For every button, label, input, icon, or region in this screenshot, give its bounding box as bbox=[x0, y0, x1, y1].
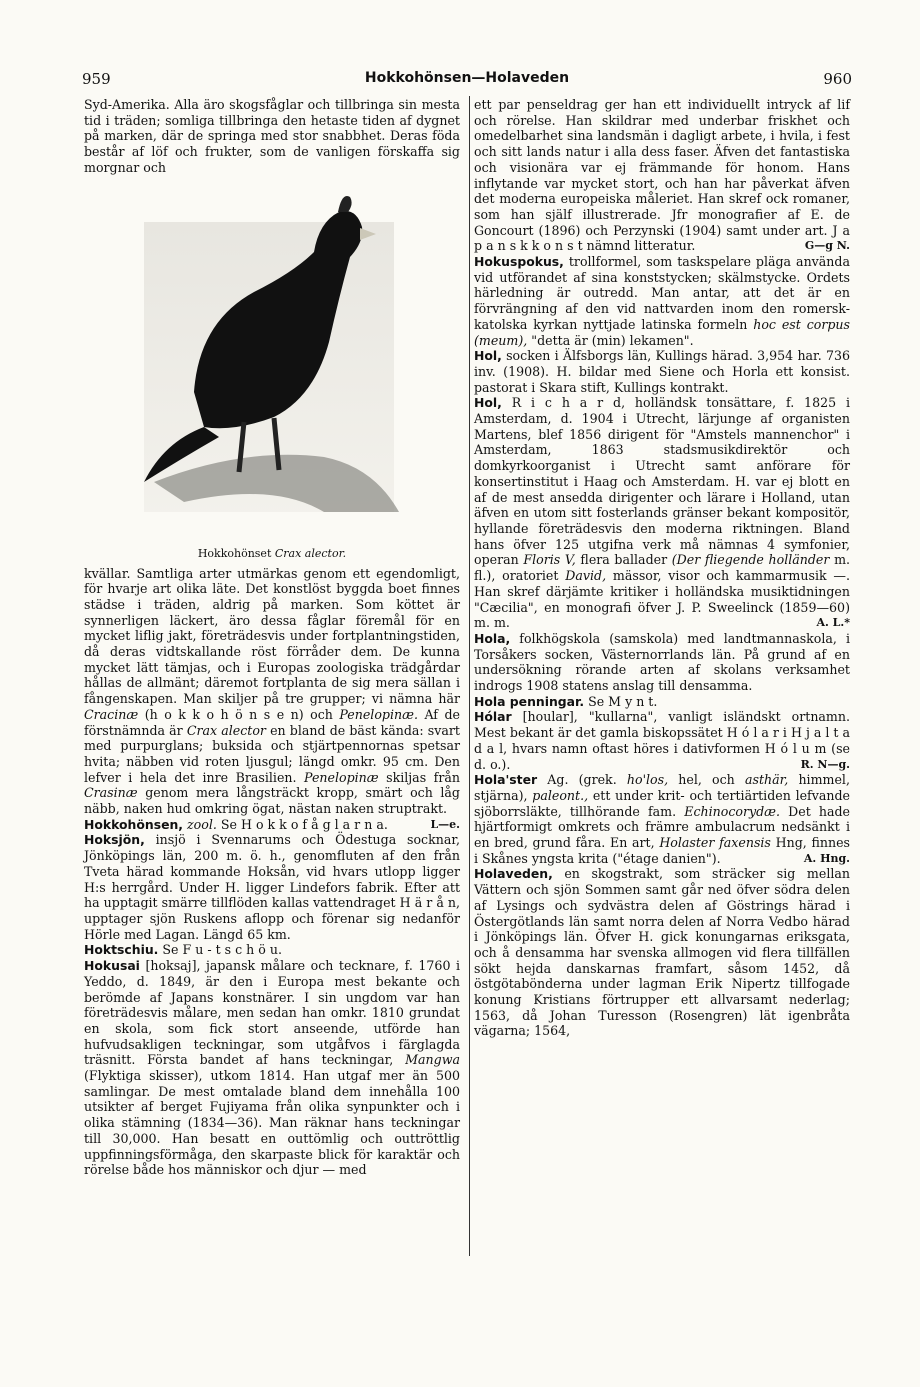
entry-holaster: Hola'ster Ag. (grek. ho'los, hel, och asthär, himmel, stjärna), paleont., ett under krit- och tertiärtiden lefvande sjöborrsläkte, tillhörande fam. Echinocorydæ. Det hade hjärtformigt omkrets och främre ambulacrum nedsänkt i en bred, grund fåra. En art, Holaster faxensis Hng, finnes i Skånes yngsta krita ("étage danien"). A. Hng. bbox=[474, 772, 850, 866]
entry-hokusai: Hokusai [hoksaj], japansk målare och tecknare, f. 1760 i Yeddo, d. 1849, är den i Europa mest bekante och berömde af Japans konstnärer. I sin ungdom var han företrädesvis målare, men sedan han omkr. 1810 grundat en skola, som fick stort anseende, utförde han hufvudsakligen teckningar, som utgåfvos i färglagda träsnitt. Första bandet af hans teckningar, Mangwa (Flyktiga skisser), utkom 1814. Han utgaf mer än 500 samlingar. De mest omtalade bland dem innehålla 100 utsikter af berget Fujiyama från olika synpunkter och i olika stämning (1834—36). Man räknar hans teckningar till 30,000. Han besatt en outtömlig och outtröttlig uppfinningsförmåga, den skarpaste blick för karaktär och rörelse både hos människor och djur — med bbox=[84, 958, 460, 1178]
entry-hola: Hola, folkhögskola (samskola) med landtmannaskola, i Torsåkers socken, Västernorrlands län. På grund af en undersökning rörande arten af skolans verksamhet indrogs 1908 statens anslag till densamma. bbox=[474, 630, 851, 694]
entry-hokuspokus: Hokuspokus, trollformel, som taskspelare pläga använda vid utförandet af sina konststycken; skälmstycke. Ordets härledning är outredd. Man antar, att det är en förvrängning af den vid nattvarden inom den romersk-katolska kyrkan nyttjade latinska formeln hoc est corpus (meum), "detta är (min) lekamen". bbox=[474, 254, 850, 348]
entry-holaveden: Holaveden, en skogstrakt, som sträcker sig mellan Vättern och sjön Sommen samt går ned öfver södra delen af Lysings och sydvästra delen af Göstrings härad i Östergötlands län samt norra delen af Norra Vedbo härad i Jönköpings län. Öfver H. gick konungarnas eriksgata, och å densamma har svenska allmogen vid flera tillfällen sökt hejda danskarnas framfart, såsom 1452, då östgötabönderna under lagman Erik Nipertz tillfogade konung Kristians förtrupper ett allvarsamt nederlag; 1563, då Johan Turesson (Rosengren) lät igenbråta vägarna; 1564, bbox=[474, 866, 850, 1039]
headword: Hólar bbox=[474, 709, 512, 725]
entry-hoksjon: Hoksjön, insjö i Svennarums och Ödestuga socknar, Jönköpings län, 200 m. ö. h., genomfluten af den från Tveta härad kommande Hoksån, vid hvars utlopp ligger H:s herrgård. Under H. ligger Lindefors fabrik. Efter att ha upptagit smärre tillflöden kallas vattendraget H ä r å n, upptager sjön Ruskens aflopp och förenar sig nedanför Hörle med Lagan. Längd 65 km. bbox=[84, 832, 460, 942]
entry-hokkohonsen: Hokkohönsen, zool. Se H o k k o f å g l a r n a. bbox=[84, 816, 388, 832]
entry-hokusai-continued: ett par penseldrag ger han ett individuellt intryck af lif och rörelse. Han skildrar med underbar friskhet och omedelbarhet sina landsmän i dagligt arbete, i hvila, i fest och sitt lands natur i alla dess faser. Äfven det fantastiska och visionära var ej främmande för honom. Hans inflytande var mycket stort, och han har påverkat äfven det moderna europeiska måleriet. Han skref ock romaner, som han själf illustrerade. Jfr monografier af E. de Goncourt (1896) och Perzynski (1904) samt under art. J a p a n s k k o n s t nämnd litteratur. G—g N. bbox=[474, 97, 850, 254]
left-column bbox=[84, 97, 460, 1178]
headword: Hoksjön, bbox=[84, 832, 145, 848]
running-title: Hokkohönsen—Holaveden bbox=[364, 70, 570, 86]
page-header bbox=[82, 70, 852, 94]
headword: Hola, bbox=[474, 630, 511, 646]
illustration-figure bbox=[84, 182, 460, 562]
entry-hola-penningar: Hola penningar. Se M y n t. bbox=[474, 693, 658, 709]
page-number-right: 960 bbox=[823, 70, 852, 88]
author-signature: A. L.* bbox=[816, 616, 850, 630]
author-signature: G—g N. bbox=[804, 239, 850, 253]
right-column bbox=[474, 97, 850, 1039]
headword: Holaveden, bbox=[474, 866, 553, 882]
entry-holar: Hólar [hoular], "kullarna", vanligt isländskt ortnamn. Mest bekant är det gamla biskopssätet H ó l a r i H j a l t a d a l, hvars namn oftast höres i dativformen H ó l u m (se d. o.). R. N—g. bbox=[474, 709, 850, 772]
page-number-left: 959 bbox=[82, 70, 111, 88]
headword: Hol, bbox=[474, 348, 502, 364]
entry-hol-richard: Hol, R i c h a r d, holländsk tonsättare, f. 1825 i Amsterdam, d. 1904 i Utrecht, lärjunge af organisten Martens, blef 1856 dirigent för "Amstels mannenchor" i Amsterdam, 1863 stadsmusikdirektör och domkyrkoorganist i Utrecht samt anförare för konsertinstitut i Haag och Amsterdam. H. var ej blott en af de mest ansedda dirigenter och lärare i Holland, utan äfven en utom sitt fosterlands gränser bekant kompositör, hyllande företrädesvis den moderna riktningen. Bland hans öfver 125 utgifna verk må nämnas 4 symfonier, operan Floris V, flera ballader (Der fliegende holländer m. fl.), oratoriet David, mässor, visor och kammarmusik —. Han skref därjämte kritiker i holländska musiktidningen "Cæcilia", en monografi öfver J. P. Sweelinck (1859—60) m. m. A. L.* bbox=[474, 395, 851, 631]
figure-caption: Hokkohönset Crax alector. bbox=[197, 546, 347, 560]
author-signature: R. N—g. bbox=[800, 757, 850, 771]
entry-hoktschiu: Hoktschiu. Se F u - t s c h ö u. bbox=[84, 942, 282, 958]
author-signature: L—e. bbox=[430, 817, 460, 831]
headword: Hoktschiu. bbox=[84, 942, 159, 958]
entry-continuation-2: kvällar. Samtliga arter utmärkas genom ett egendomligt, för hvarje art olika läte. Det konstlöst byggda boet finnes städse i träden, aldrig på marken. Som köttet är synnerligen läckert, äro dessa fåglar föremål för en mycket liflig jakt, företrädesvis under fortplantningstiden, då deras vidtskallande röst förråder dem. De kunna mycket lätt tämjas, och i Europas zoologiska trädgårdar hållas de allmänt; däremot fortplanta de sig mera sällan i fångenskapen. Man skiljer på tre grupper; vi nämna här Cracinæ (h o k k o h ö n s e n) och Penelopinæ. Af de förstnämnda är Crax alector en bland de bäst kända: svart med purpurglans; buksida och stjärtpennornas spetsar hvita; näbben vid roten ljusgul; längd omkr. 95 cm. Den lefver i hela det inre Brasilien. Penelopinæ skiljas från Crasinæ genom mera långsträckt kropp, smärt och låg näbb, naken hud omkring ögat, nästan naken struptrakt. L—e. bbox=[84, 565, 460, 831]
headword: Hokkohönsen, bbox=[84, 816, 184, 832]
entry-continuation: Syd-Amerika. Alla äro skogsfåglar och tillbringa sin mesta tid i träden; somliga tillbringa den hetaste tiden af dygnet på marken, där de springa med stor snabbhet. Deras föda består af löf och frukter, som de vanligen förskaffa sig morgnar och bbox=[84, 97, 460, 175]
author-signature: A. Hng. bbox=[803, 851, 850, 865]
column-divider bbox=[469, 96, 470, 1256]
headword: Hola penningar. bbox=[474, 693, 585, 709]
headword: Hokusai bbox=[84, 958, 140, 974]
headword: Hokuspokus, bbox=[474, 254, 564, 270]
entry-hol-socken: Hol, socken i Älfsborgs län, Kullings härad. 3,954 har. 736 inv. (1908). H. bildar med Siene och Horla ett konsist. pastorat i Skara stift, Kullings kontrakt. bbox=[474, 348, 850, 395]
headword: Hol, bbox=[474, 395, 502, 411]
headword: Hola'ster bbox=[474, 772, 538, 788]
curassow-illustration bbox=[124, 182, 414, 528]
